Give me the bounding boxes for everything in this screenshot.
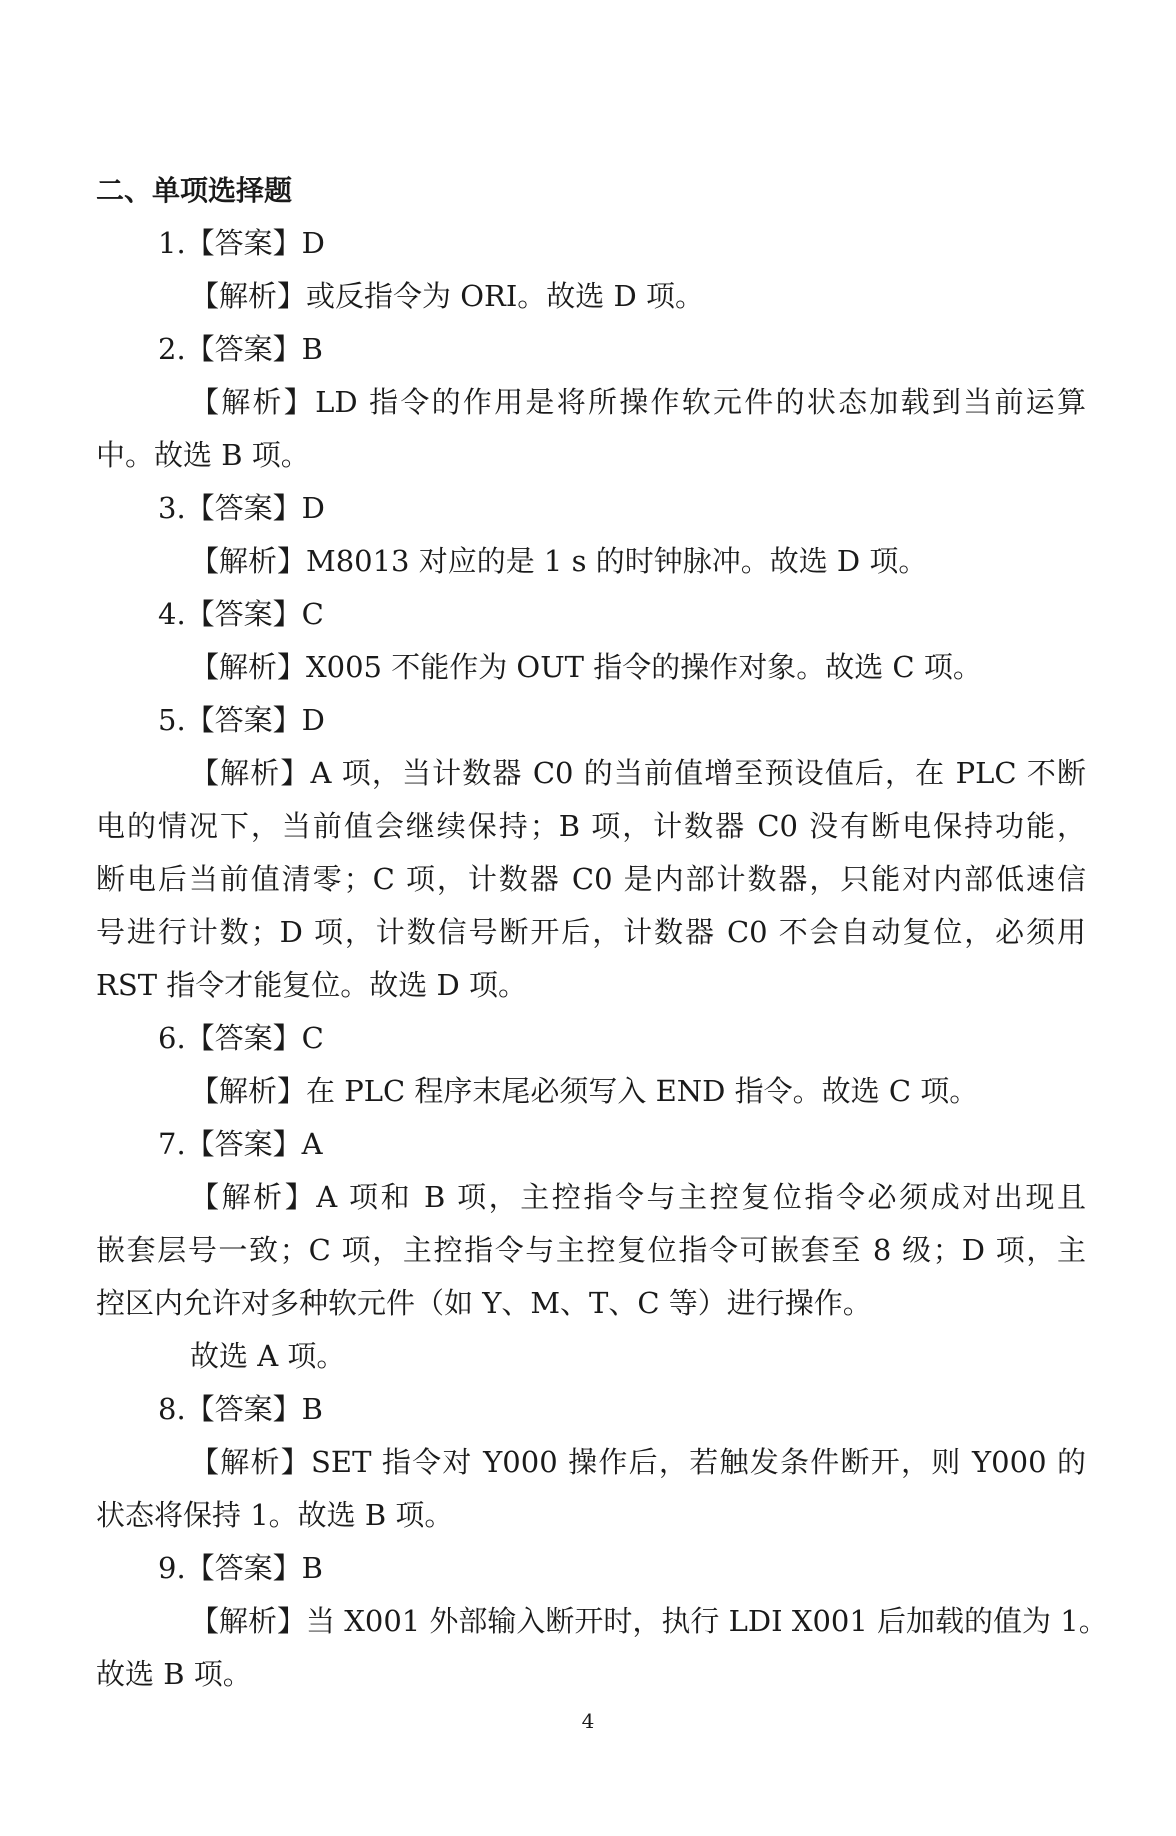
explanation-9-line-2: 故选 B 项。 (96, 1657, 252, 1691)
explanation-9-line-1: 【解析】当 X001 外部输入断开时，执行 LDI X001 后加载的值为 1。 (190, 1604, 1108, 1638)
explanation-4-line-1: 【解析】X005 不能作为 OUT 指令的操作对象。故选 C 项。 (190, 650, 982, 684)
section-title: 二、单项选择题 (96, 174, 293, 207)
answer-5: 5.【答案】D (158, 703, 325, 737)
explanation-1-line-1: 【解析】或反指令为 ORI。故选 D 项。 (190, 279, 704, 313)
explanation-7-line-1: 【解析】A 项和 B 项，主控指令与主控复位指令必须成对出现且 (190, 1180, 1086, 1214)
answer-6: 6.【答案】C (158, 1021, 324, 1055)
answer-3: 3.【答案】D (158, 491, 325, 525)
answer-9: 9.【答案】B (158, 1551, 323, 1585)
explanation-7-line-2: 嵌套层号一致；C 项，主控指令与主控复位指令可嵌套至 8 级；D 项，主 (96, 1233, 1086, 1267)
explanation-7-line-4: 故选 A 项。 (190, 1339, 346, 1373)
explanation-6-line-1: 【解析】在 PLC 程序末尾必须写入 END 指令。故选 C 项。 (190, 1074, 979, 1108)
explanation-8-line-2: 状态将保持 1。故选 B 项。 (96, 1498, 454, 1532)
explanation-8-line-1: 【解析】SET 指令对 Y000 操作后，若触发条件断开，则 Y000 的 (190, 1445, 1086, 1479)
answer-4: 4.【答案】C (158, 597, 324, 631)
explanation-5-line-3: 断电后当前值清零；C 项，计数器 C0 是内部计数器，只能对内部低速信 (96, 862, 1086, 896)
answer-2: 2.【答案】B (158, 332, 323, 366)
explanation-7-line-3: 控区内允许对多种软元件（如 Y、M、T、C 等）进行操作。 (96, 1286, 872, 1320)
answer-7: 7.【答案】A (158, 1127, 323, 1161)
explanation-5-line-2: 电的情况下，当前值会继续保持；B 项，计数器 C0 没有断电保持功能， (96, 809, 1086, 843)
page-number: 4 (581, 1709, 595, 1733)
explanation-5-line-4: 号进行计数；D 项，计数信号断开后，计数器 C0 不会自动复位，必须用 (96, 915, 1086, 949)
explanation-5-line-5: RST 指令才能复位。故选 D 项。 (96, 968, 527, 1002)
answer-8: 8.【答案】B (158, 1392, 323, 1426)
explanation-2-line-2: 中。故选 B 项。 (96, 438, 310, 472)
explanation-5-line-1: 【解析】A 项，当计数器 C0 的当前值增至预设值后，在 PLC 不断 (190, 756, 1086, 790)
answer-1: 1.【答案】D (158, 226, 325, 260)
explanation-2-line-1: 【解析】LD 指令的作用是将所操作软元件的状态加载到当前运算 (190, 385, 1086, 419)
explanation-3-line-1: 【解析】M8013 对应的是 1 s 的时钟脉冲。故选 D 项。 (190, 544, 928, 578)
